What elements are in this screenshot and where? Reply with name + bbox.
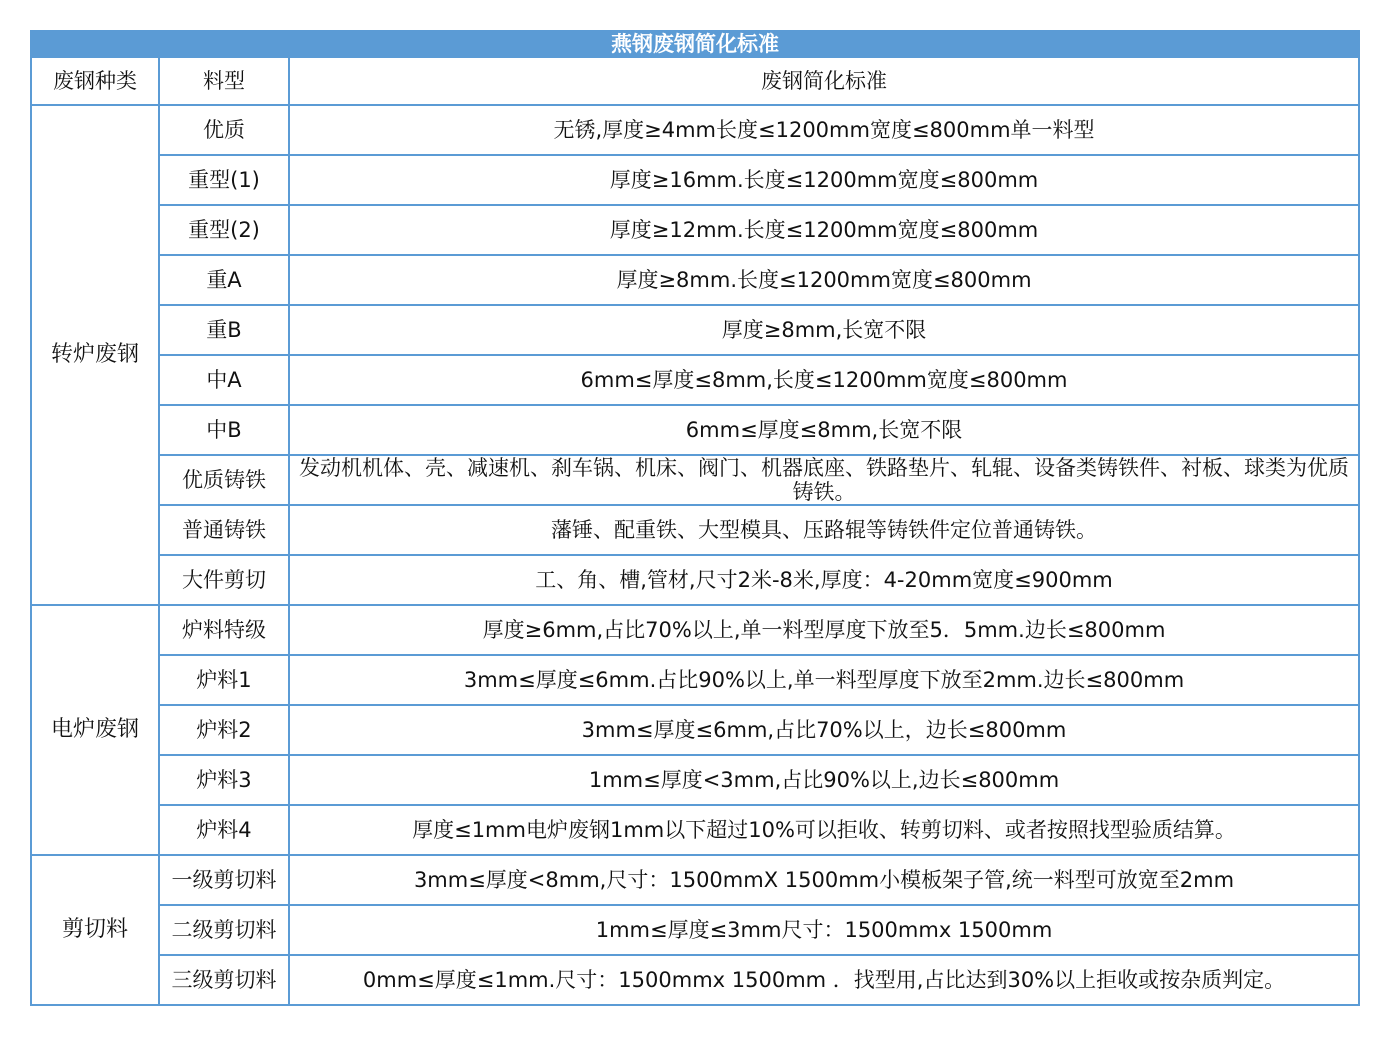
standard-cell: 厚度≤1mm电炉废钢1mm以下超过10%可以拒收、转剪切料、或者按照找型验质结算。 — [289, 805, 1359, 855]
type-cell: 重型(2) — [159, 205, 289, 255]
table-row — [31, 305, 1359, 355]
type-cell: 炉料2 — [159, 705, 289, 755]
table-row — [31, 255, 1359, 305]
category-cell: 电炉废钢 — [31, 605, 159, 855]
type-cell: 三级剪切料 — [159, 955, 289, 1005]
table-row — [31, 105, 1359, 155]
header-standard: 废钢简化标准 — [289, 57, 1359, 105]
standard-cell: 工、角、槽,管材,尺寸2米-8米,厚度：4-20mm宽度≤900mm — [289, 555, 1359, 605]
type-cell: 普通铸铁 — [159, 505, 289, 555]
table-row — [31, 155, 1359, 205]
type-cell: 重A — [159, 255, 289, 305]
table-row — [31, 755, 1359, 805]
scrap-standard-table — [30, 30, 1360, 1006]
standard-cell: 6mm≤厚度≤8mm,长度≤1200mm宽度≤800mm — [289, 355, 1359, 405]
standard-cell: 藩锤、配重铁、大型模具、压路辊等铸铁件定位普通铸铁。 — [289, 505, 1359, 555]
type-cell: 炉料4 — [159, 805, 289, 855]
standard-cell: 厚度≥6mm,占比70%以上,单一料型厚度下放至5．5mm.边长≤800mm — [289, 605, 1359, 655]
table-row — [31, 805, 1359, 855]
category-cell: 转炉废钢 — [31, 105, 159, 605]
scrap-standard-sheet — [30, 30, 1358, 1006]
standard-cell: 3mm≤厚度≤6mm,占比70%以上，边长≤800mm — [289, 705, 1359, 755]
table-row — [31, 655, 1359, 705]
table-row — [31, 505, 1359, 555]
type-cell: 优质 — [159, 105, 289, 155]
table-row — [31, 405, 1359, 455]
type-cell: 二级剪切料 — [159, 905, 289, 955]
standard-cell: 厚度≥8mm.长度≤1200mm宽度≤800mm — [289, 255, 1359, 305]
header-row — [31, 57, 1359, 105]
standard-cell: 1mm≤厚度≤3mm尺寸：1500mmx 1500mm — [289, 905, 1359, 955]
table-row — [31, 555, 1359, 605]
standard-cell: 0mm≤厚度≤1mm.尺寸：1500mmx 1500mm ．找型用,占比达到30%以上拒收或按杂质判定。 — [289, 955, 1359, 1005]
table-title: 燕钢废钢简化标准 — [31, 31, 1359, 57]
table-row — [31, 205, 1359, 255]
standard-cell: 厚度≥12mm.长度≤1200mm宽度≤800mm — [289, 205, 1359, 255]
header-type: 料型 — [159, 57, 289, 105]
table-row — [31, 705, 1359, 755]
standard-cell: 厚度≥8mm,长宽不限 — [289, 305, 1359, 355]
type-cell: 重型(1) — [159, 155, 289, 205]
standard-cell: 厚度≥16mm.长度≤1200mm宽度≤800mm — [289, 155, 1359, 205]
type-cell: 炉料1 — [159, 655, 289, 705]
type-cell: 重B — [159, 305, 289, 355]
standard-cell: 3mm≤厚度<8mm,尺寸：1500mmX 1500mm小模板架子管,统一料型可放宽至2mm — [289, 855, 1359, 905]
type-cell: 炉料3 — [159, 755, 289, 805]
type-cell: 中A — [159, 355, 289, 405]
header-category: 废钢种类 — [31, 57, 159, 105]
standard-cell: 无锈,厚度≥4mm长度≤1200mm宽度≤800mm单一料型 — [289, 105, 1359, 155]
table-row — [31, 605, 1359, 655]
title-row — [31, 31, 1359, 57]
standard-cell: 6mm≤厚度≤8mm,长宽不限 — [289, 405, 1359, 455]
table-row — [31, 455, 1359, 505]
type-cell: 炉料特级 — [159, 605, 289, 655]
type-cell: 一级剪切料 — [159, 855, 289, 905]
table-row — [31, 355, 1359, 405]
type-cell: 优质铸铁 — [159, 455, 289, 505]
category-cell: 剪切料 — [31, 855, 159, 1005]
type-cell: 大件剪切 — [159, 555, 289, 605]
standard-cell: 1mm≤厚度<3mm,占比90%以上,边长≤800mm — [289, 755, 1359, 805]
standard-cell: 3mm≤厚度≤6mm.占比90%以上,单一料型厚度下放至2mm.边长≤800mm — [289, 655, 1359, 705]
table-row — [31, 955, 1359, 1005]
table-row — [31, 905, 1359, 955]
table-row — [31, 855, 1359, 905]
type-cell: 中B — [159, 405, 289, 455]
standard-cell: 发动机机体、壳、减速机、刹车锅、机床、阀门、机器底座、铁路垫片、轧辊、设备类铸铁件、衬板、球类为优质铸铁。 — [289, 455, 1359, 505]
